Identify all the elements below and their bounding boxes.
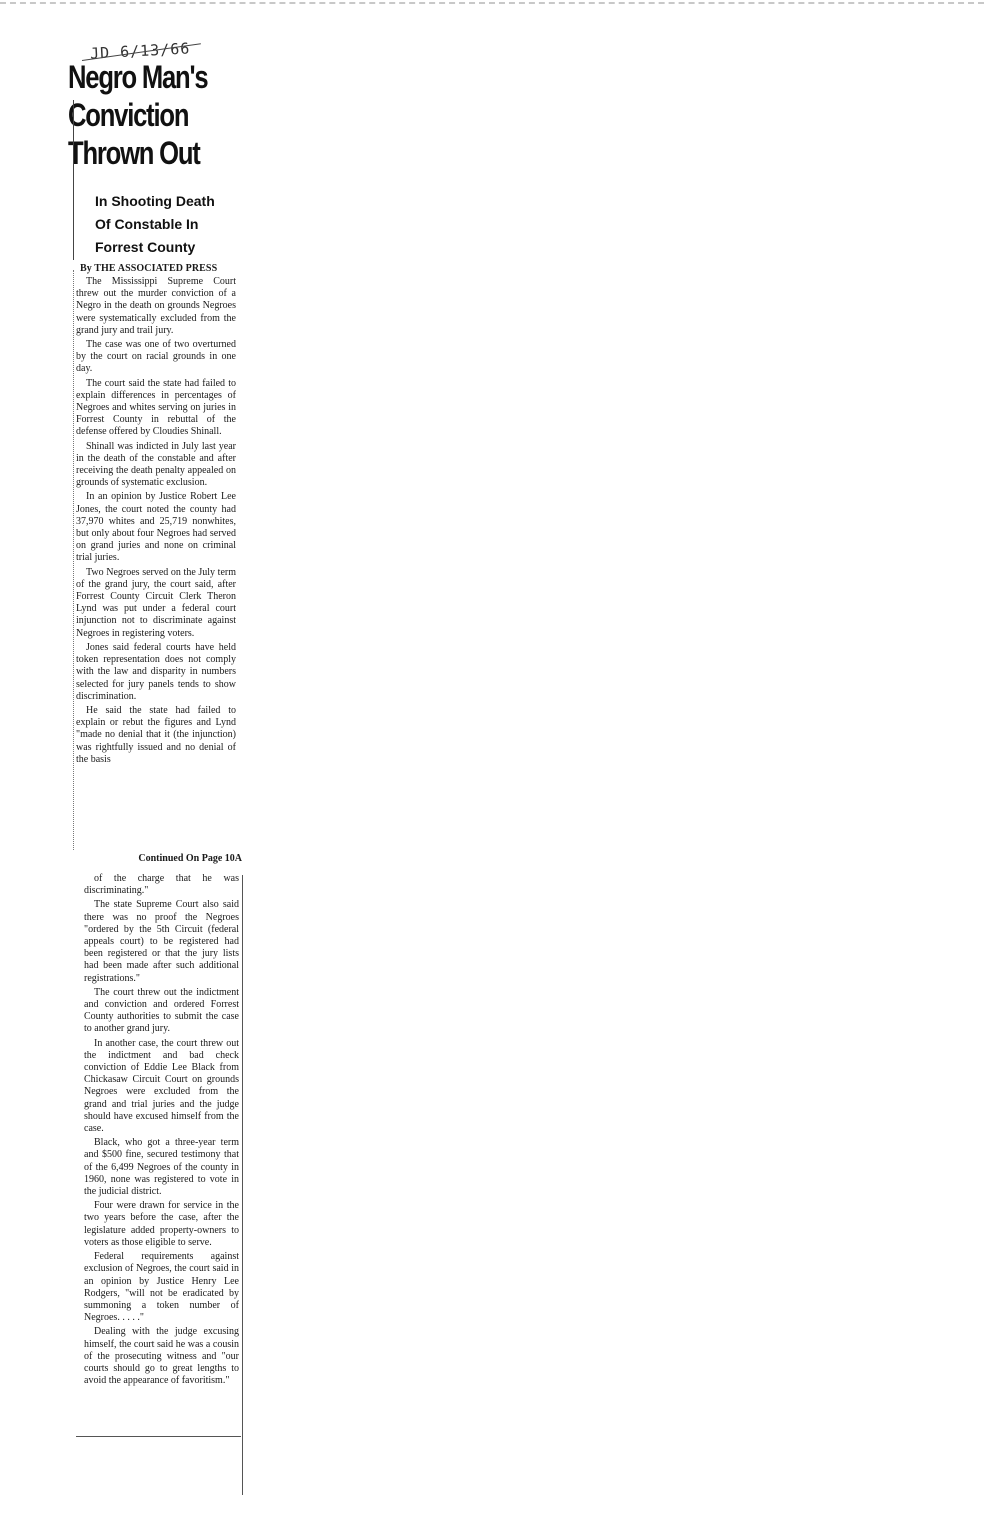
continuation-paragraph: The state Supreme Court also said there was no proof the Negroes "ordered by the 5th Circuit (federal appeals court) to be registered had been registered or that the jury lists had been made after such additional registrations.": [84, 899, 239, 984]
article-paragraph: The Mississippi Supreme Court threw out the murder conviction of a Negro in the death on grounds Negroes were systematically excluded from the grand jury and trail jury.: [76, 276, 236, 336]
subhead-line-2: Of Constable In: [95, 216, 199, 232]
article-paragraph: He said the state had failed to explain or rebut the figures and Lynd "made no denial that it (the injunction) was rightfully issued and no denial of the basis: [76, 704, 236, 765]
headline-line-3: Thrown Out: [68, 135, 200, 171]
continuation-paragraph: of the charge that he was discriminating.": [84, 873, 239, 897]
bottom-rule: [76, 1436, 241, 1437]
article-body: [76, 276, 236, 768]
column-rule-right: [242, 875, 243, 1495]
article-paragraph: The court said the state had failed to explain differences in percentages of Negroes and whites serving on juries in Forrest County in rebuttal of the defense offered by Cloudies Shinall.: [76, 377, 236, 438]
article-paragraph: Two Negroes served on the July term of the grand jury, the court said, after Forrest County Circuit Clerk Theron Lynd was put under a federal court injunction not to discriminate against Negroes in registering voters.: [76, 566, 236, 639]
continuation-paragraph: Black, who got a three-year term and $500 fine, secured testimony that of the 6,499 Negroes of the county in 1960, none was registered to vote in the judicial district.: [84, 1137, 239, 1198]
subhead-line-1: In Shooting Death: [95, 193, 215, 209]
article-paragraph: The case was one of two overturned by the court on racial grounds in one day.: [76, 339, 236, 375]
headline-line-1: Negro Man's: [68, 59, 208, 95]
continuation-paragraph: In another case, the court threw out the indictment and bad check conviction of Eddie Lee Black from Chickasaw Circuit Court on grounds Negroes were excluded from the grand and trial juries and the judge should have excused himself from the case.: [84, 1037, 239, 1135]
continuation-paragraph: The court threw out the indictment and conviction and ordered Forrest County authorities to submit the case to another grand jury.: [84, 986, 239, 1035]
continued-on-page-label: Continued On Page 10A: [138, 853, 242, 864]
column-rule-left: [73, 100, 74, 260]
continuation-paragraph: Federal requirements against exclusion of Negroes, the court said in an opinion by Justice Henry Lee Rodgers, "will not be eradicated by summoning a token number of Negroes. . . . .": [84, 1251, 239, 1324]
article-continuation: [84, 873, 239, 1389]
article-paragraph: Shinall was indicted in July last year in the death of the constable and after receiving the death penalty appealed on grounds of systematic exclusion.: [76, 440, 236, 489]
handwritten-date-note: JD 6/13/66: [89, 39, 191, 63]
headline-line-2: Conviction: [68, 97, 189, 133]
subhead-line-3: Forrest County: [95, 239, 196, 255]
subheadline: [95, 190, 245, 259]
continuation-paragraph: Dealing with the judge excusing himself, the court said he was a cousin of the prosecuting witness and "our courts should go to great lengths to avoid the appearance of favoritism.": [84, 1326, 239, 1387]
continuation-paragraph: Four were drawn for service in the two years before the case, after the legislature added property-owners to voters as those eligible to serve.: [84, 1200, 239, 1248]
article-paragraph: In an opinion by Justice Robert Lee Jones, the court noted the county had 37,970 whites and 25,719 nonwhites, but only about four Negroes had served on grand juries and none on criminal trial juries.: [76, 491, 236, 564]
column-rule-left-dotted: [73, 270, 74, 850]
article-paragraph: Jones said federal courts have held token representation does not comply with the law and disparity in numbers selected for jury panels tends to show discrimination.: [76, 641, 236, 702]
byline: By THE ASSOCIATED PRESS: [80, 263, 218, 274]
headline: [68, 58, 208, 172]
page-top-border: [0, 2, 984, 4]
